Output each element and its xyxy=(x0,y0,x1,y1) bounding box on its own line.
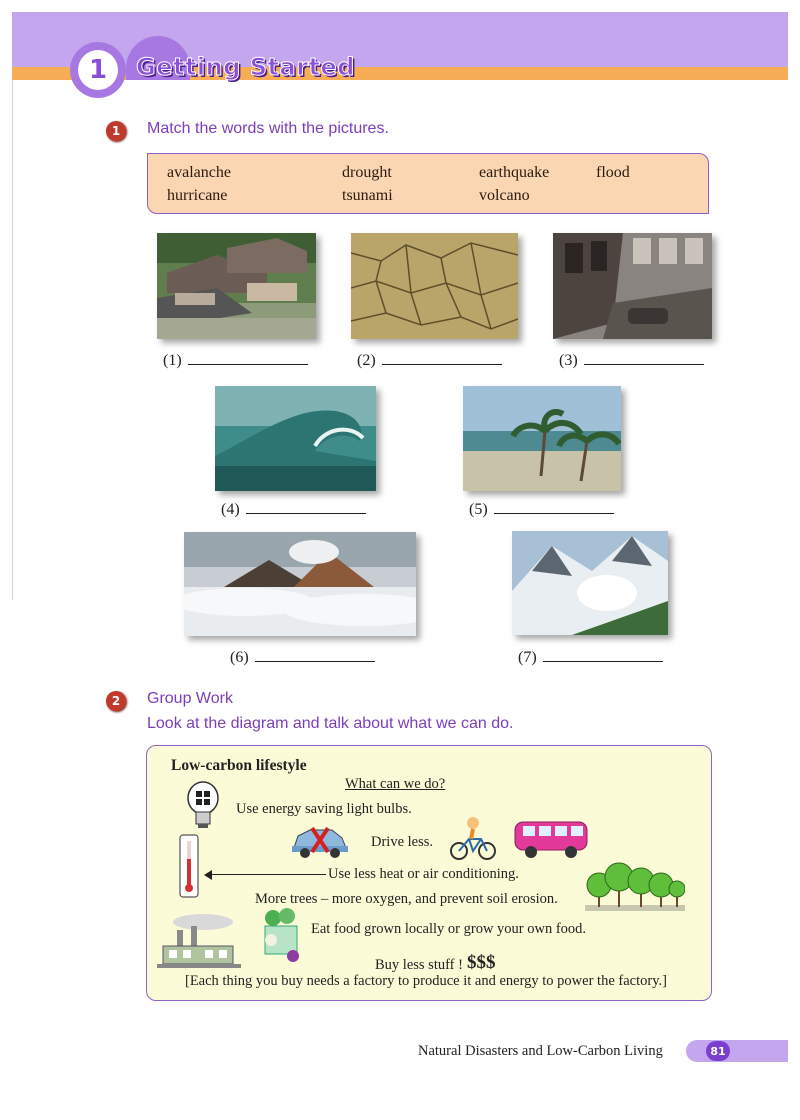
word-volcano: volcano xyxy=(479,187,530,204)
page-title: Getting Started xyxy=(136,53,355,81)
low-carbon-title: Low-carbon lifestyle xyxy=(171,757,307,774)
tip-local-food: Eat food grown locally or grow your own food. xyxy=(311,921,587,937)
word-avalanche: avalanche xyxy=(167,164,231,181)
caption-1: (1) xyxy=(163,351,308,370)
caption-3: (3) xyxy=(559,351,704,370)
word-hurricane: hurricane xyxy=(167,187,228,204)
tip-buy-less: Buy less stuff ! xyxy=(375,957,463,973)
word-box xyxy=(147,153,709,214)
light-bulb-icon xyxy=(186,780,220,834)
photo-tsunami xyxy=(215,386,376,491)
money-label: $$$ xyxy=(467,952,496,973)
caption-4: (4) xyxy=(221,500,366,519)
exercise-2-instruction: Look at the diagram and talk about what we can do. xyxy=(147,715,514,732)
tip-light-bulbs: Use energy saving light bulbs. xyxy=(236,801,412,817)
caption-6: (6) xyxy=(230,648,375,667)
photo-drought xyxy=(351,233,518,339)
footer-pill xyxy=(686,1040,788,1062)
car-crossed-icon xyxy=(290,822,350,864)
footer-unit-title: Natural Disasters and Low-Carbon Living xyxy=(418,1043,663,1059)
caption-5: (5) xyxy=(469,500,614,519)
exercise-badge-1: 1 xyxy=(106,121,126,141)
word-earthquake: earthquake xyxy=(479,164,550,181)
word-drought: drought xyxy=(342,164,392,181)
exercise-badge-2: 2 xyxy=(106,691,126,711)
arrow-line xyxy=(206,874,326,875)
section-number: 1 xyxy=(78,50,118,90)
vegetables-icon xyxy=(259,906,305,968)
tip-drive-less: Drive less. xyxy=(371,834,434,850)
tip-factory-note: [Each thing you buy needs a factory to produce it and energy to power the factory.] xyxy=(185,973,667,989)
page-number: 81 xyxy=(706,1041,730,1061)
factory-icon xyxy=(157,912,241,974)
thermometer-icon xyxy=(176,833,202,903)
bicycle-icon xyxy=(449,815,497,865)
trees-icon xyxy=(585,855,685,917)
caption-2: (2) xyxy=(357,351,502,370)
photo-avalanche xyxy=(512,531,668,635)
margin-rule xyxy=(12,80,13,600)
exercise-1-instruction: Match the words with the pictures. xyxy=(147,120,389,137)
photo-flood xyxy=(157,233,316,339)
tip-trees: More trees – more oxygen, and prevent soil erosion. xyxy=(255,891,558,907)
tip-heat: Use less heat or air conditioning. xyxy=(328,866,519,882)
word-flood: flood xyxy=(596,164,630,181)
low-carbon-subtitle: What can we do? xyxy=(345,776,446,792)
photo-volcano xyxy=(184,532,416,636)
photo-hurricane xyxy=(463,386,621,491)
photo-earthquake xyxy=(553,233,712,339)
word-tsunami: tsunami xyxy=(342,187,393,204)
arrow-left-icon xyxy=(204,870,212,880)
bus-icon xyxy=(513,818,591,864)
exercise-2-heading: Group Work xyxy=(147,690,233,707)
caption-7: (7) xyxy=(518,648,663,667)
